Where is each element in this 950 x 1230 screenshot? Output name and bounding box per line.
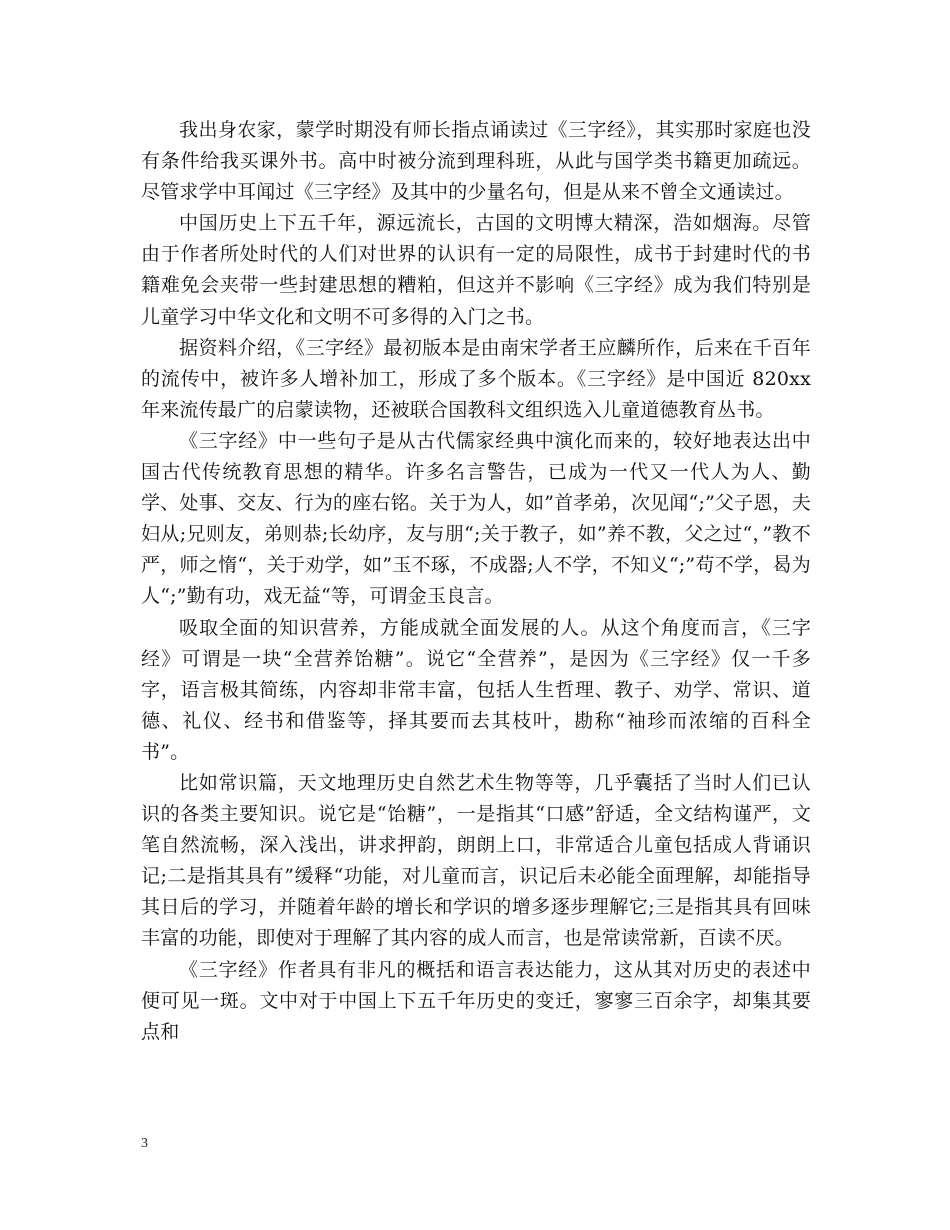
paragraph: 吸取全面的知识营养，方能成就全面发展的人。从这个角度而言，《三字经》可谓是一块“全营养饴糖”。说它“全营养”，是因为《三字经》仅一千多字，语言极其简练，内容却非常丰富，包括人生哲理、教子、劝学、常识、道德、礼仪、经书和借鉴等，择其要而去其枝叶，勘称“袖珍而浓缩的百科全书”。 [141, 616, 811, 763]
paragraph: 比如常识篇，天文地理历史自然艺术生物等等，几乎囊括了当时人们已认识的各类主要知识。说它是“饴糖”，一是指其“口感”舒适，全文结构谨严，文笔自然流畅，深入浅出，讲求押韵，朗朗上口，非常适合儿童包括成人背诵识记;二是指其具有”缓释“功能，对儿童而言，识记后未必能全面理解，却能指导其日后的学习，并随着年龄的增长和学识的增多逐步理解它;三是指其具有回味丰富的功能，即使对于理解了其内容的成人而言，也是常读常新，百读不厌。 [141, 771, 811, 950]
page-number: 3 [141, 1136, 148, 1151]
paragraph: 《三字经》中一些句子是从古代儒家经典中演化而来的，较好地表达出中国古代传统教育思想的精华。许多名言警告，已成为一代又一代人为人、勤学、处事、交友、行为的座右铭。关于为人，如”首孝弟，次见闻“;”父子恩，夫妇从;兄则友，弟则恭;长幼序，友与朋“;关于教子，如”养不教，父之过“，”教不严，师之惰“，关于劝学，如”玉不琢，不成器;人不学，不知义“;”苟不学，曷为人“;”勤有功，戏无益“等，可谓金玉良言。 [141, 429, 811, 608]
paragraph: 《三字经》作者具有非凡的概括和语言表达能力，这从其对历史的表述中便可见一斑。文中对于中国上下五千年历史的变迁，寥寥三百余字，却集其要点和 [141, 958, 811, 1043]
paragraph: 中国历史上下五千年，源远流长，古国的文明博大精深，浩如烟海。尽管由于作者所处时代的人们对世界的认识有一定的局限性，成书于封建时代的书籍难免会夹带一些封建思想的糟粕，但这并不影响《三字经》成为我们特别是儿童学习中华文化和文明不可多得的入门之书。 [141, 212, 811, 328]
paragraph: 据资料介绍，《三字经》最初版本是由南宋学者王应麟所作，后来在千百年的流传中，被许多人增补加工，形成了多个版本。《三字经》是中国近 820xx 年来流传最广的启蒙读物，还被联合国教科文组织选入儿童道德教育丛书。 [141, 336, 811, 421]
paragraph: 我出身农家，蒙学时期没有师长指点诵读过《三字经》，其实那时家庭也没有条件给我买课外书。高中时被分流到理科班，从此与国学类书籍更加疏远。尽管求学中耳闻过《三字经》及其中的少量名句，但是从来不曾全文通读过。 [141, 119, 811, 204]
document-body [141, 115, 811, 1048]
